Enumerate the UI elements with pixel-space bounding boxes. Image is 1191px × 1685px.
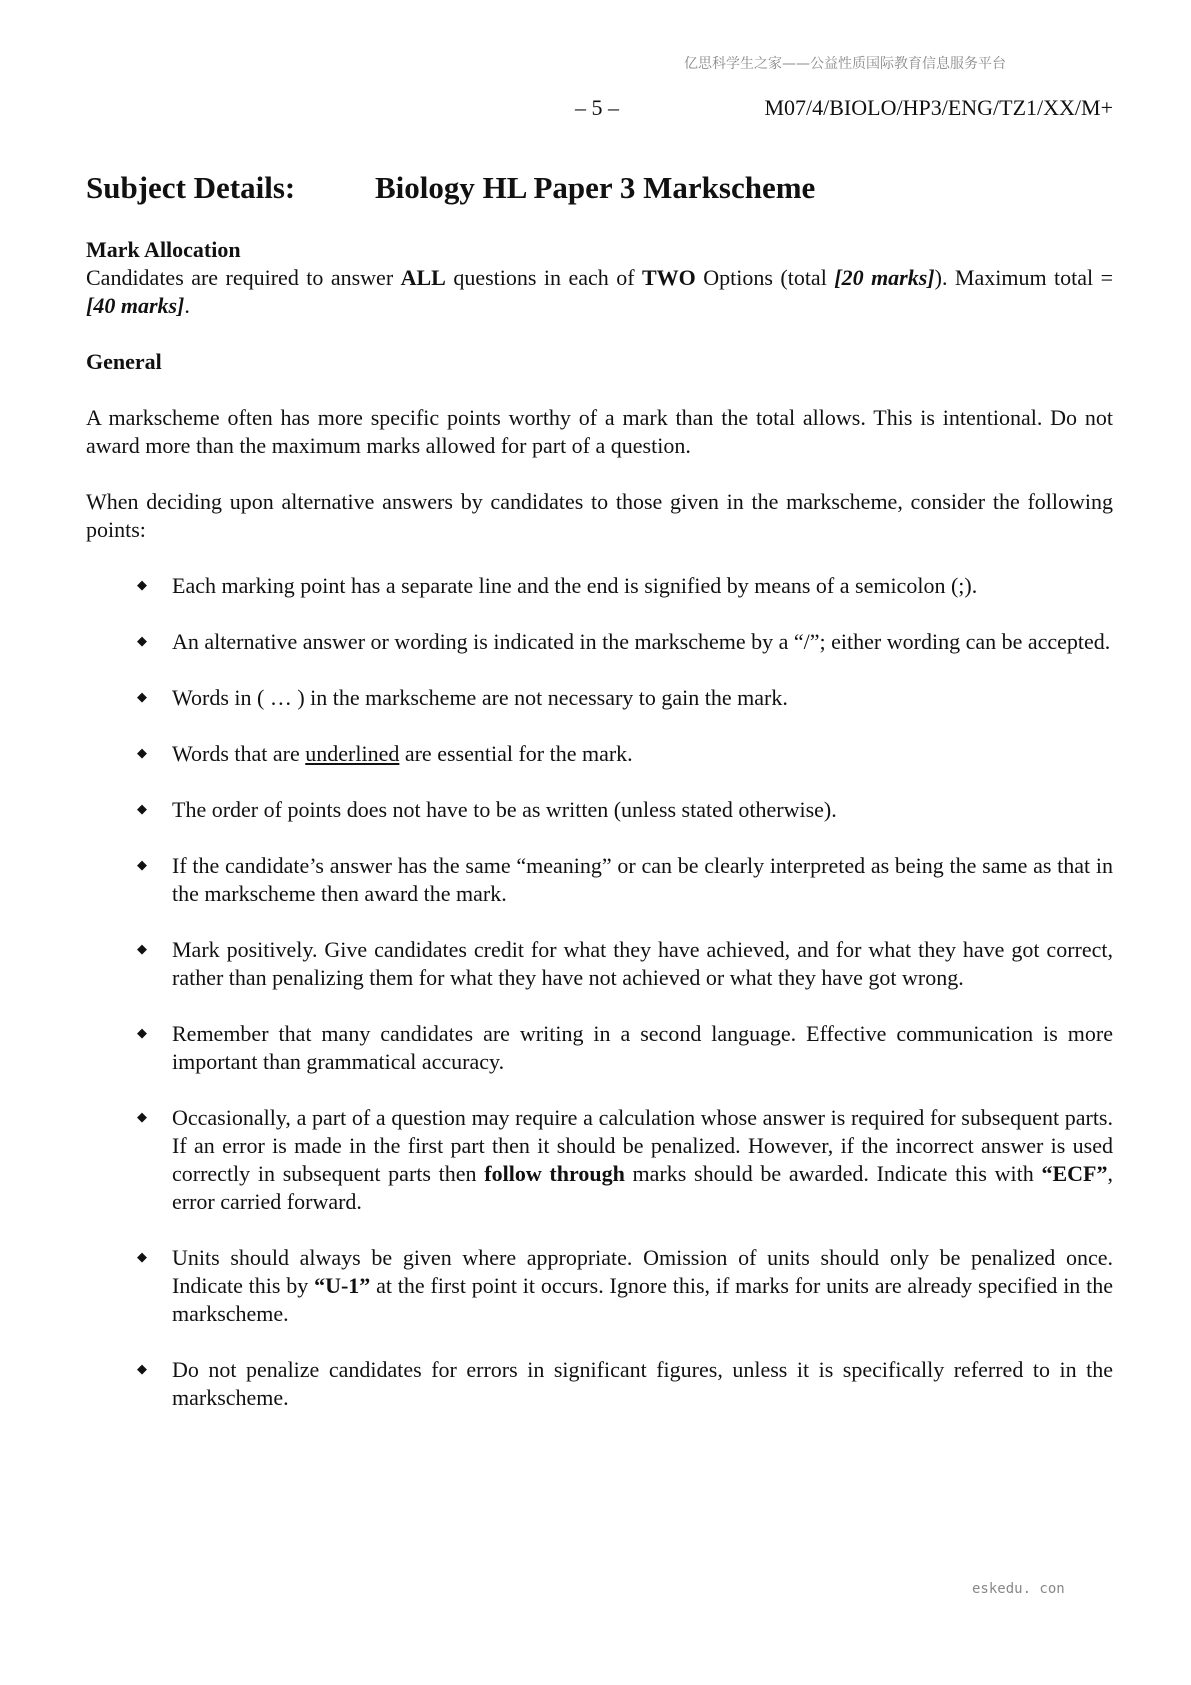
diamond-bullet-icon: ◆ xyxy=(137,802,147,817)
list-item: ◆ Words that are underlined are essential for the mark. xyxy=(137,741,633,766)
watermark-bottom: eskedu. con xyxy=(972,1581,1065,1597)
document-code: M07/4/BIOLO/HP3/ENG/TZ1/XX/M+ xyxy=(764,95,1113,120)
markscheme-body xyxy=(86,236,1113,1440)
diamond-bullet-icon: ◆ xyxy=(137,578,147,593)
subject-details-value: Biology HL Paper 3 Markscheme xyxy=(375,170,816,205)
diamond-bullet-icon: ◆ xyxy=(137,690,147,705)
diamond-bullet-icon: ◆ xyxy=(137,1362,147,1377)
marking-points-list xyxy=(86,572,1113,1412)
underlined-word: underlined xyxy=(305,741,400,766)
list-item: ◆ Do not penalize candidates for errors in significant figures, unless it is specifically referred to in the markscheme. xyxy=(137,1357,1113,1410)
diamond-bullet-icon: ◆ xyxy=(137,746,147,761)
diamond-bullet-icon: ◆ xyxy=(137,858,147,873)
page-title xyxy=(86,170,816,206)
list-item: ◆ Occasionally, a part of a question may require a calculation whose answer is required for subsequent parts. If an error is made in the first part then it should be penalized. However, if the incorrect answer is used correctly in subsequent parts then follow through marks should be awarded. Indicate this with “ECF”, error carried forward. xyxy=(137,1105,1113,1214)
diamond-bullet-icon: ◆ xyxy=(137,1250,147,1265)
list-item: ◆ The order of points does not have to be as written (unless stated otherwise). xyxy=(137,797,837,822)
diamond-bullet-icon: ◆ xyxy=(137,1110,147,1125)
page-number: – 5 – xyxy=(575,95,619,120)
watermark-top: 亿思科学生之家——公益性质国际教育信息服务平台 xyxy=(684,56,1006,72)
subject-details-label: Subject Details: xyxy=(86,170,296,205)
list-item: ◆ Words in ( … ) in the markscheme are not necessary to gain the mark. xyxy=(137,685,788,710)
list-item: ◆ An alternative answer or wording is indicated in the markscheme by a “/”; either wording can be accepted. xyxy=(137,629,1111,654)
list-item: ◆ Remember that many candidates are writing in a second language. Effective communication is more important than grammatical accuracy. xyxy=(137,1021,1113,1074)
list-item: ◆ Units should always be given where appropriate. Omission of units should only be penalized once. Indicate this by “U-1” at the first point it occurs. Ignore this, if marks for units are already specified in the markscheme. xyxy=(137,1245,1113,1326)
general-paragraph-1: A markscheme often has more specific points worthy of a mark than the total allows. This is intentional. Do not award more than the maximum marks allowed for part of a question. xyxy=(86,405,1113,458)
list-item: ◆ Each marking point has a separate line and the end is signified by means of a semicolon (;). xyxy=(137,573,978,598)
diamond-bullet-icon: ◆ xyxy=(137,942,147,957)
list-item: ◆ Mark positively. Give candidates credit for what they have achieved, and for what they have got correct, rather than penalizing them for what they have not achieved or what they have got wrong. xyxy=(137,937,1113,990)
mark-allocation-text: Candidates are required to answer ALL questions in each of TWO Options (total [20 marks]). Maximum total = [40 marks]. xyxy=(86,265,1114,318)
general-paragraph-2: When deciding upon alternative answers by candidates to those given in the markscheme, consider the following points: xyxy=(86,489,1113,542)
general-heading: General xyxy=(86,349,162,374)
diamond-bullet-icon: ◆ xyxy=(137,634,147,649)
diamond-bullet-icon: ◆ xyxy=(137,1026,147,1041)
mark-allocation-heading: Mark Allocation xyxy=(86,237,241,262)
list-item: ◆ If the candidate’s answer has the same “meaning” or can be clearly interpreted as being the same as that in the markscheme then award the mark. xyxy=(137,853,1113,906)
